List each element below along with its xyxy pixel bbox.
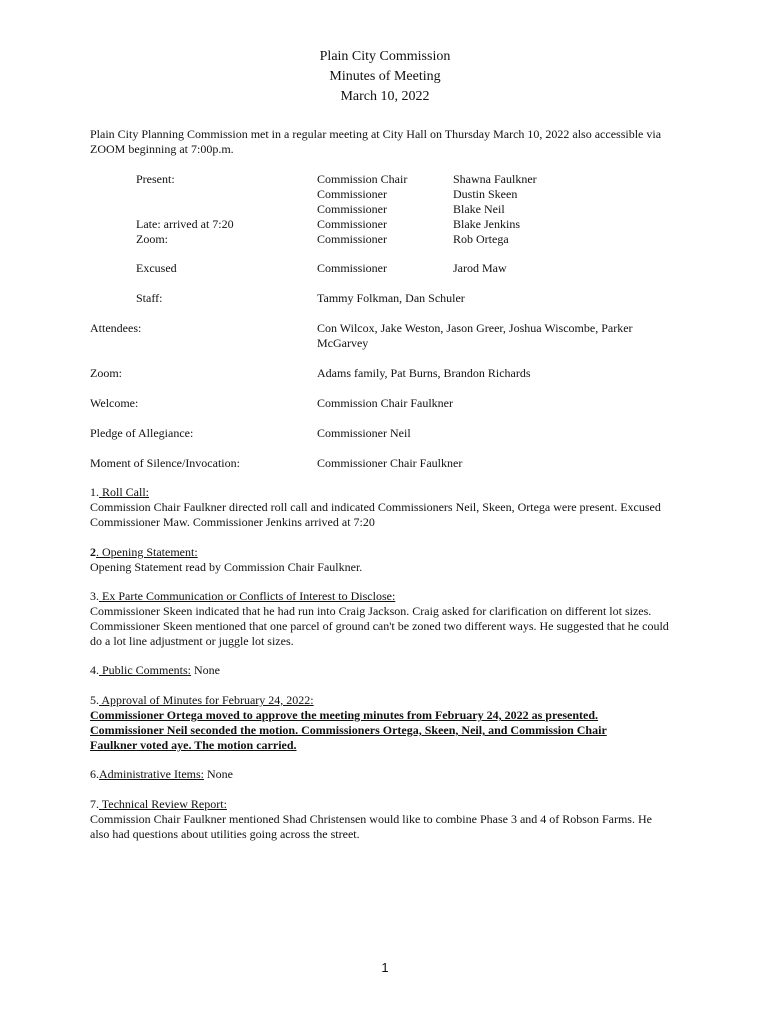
member-name: Blake Jenkins [453,217,520,231]
doc-date: March 10, 2022 [340,89,430,104]
excused-label: Excused [136,261,177,275]
member-name: Rob Ortega [453,232,509,246]
section-value: None [203,767,233,781]
section-number: 7. [90,797,99,811]
staff-value: Tammy Folkman, Dan Schuler [317,291,465,305]
section-number: 5. [90,693,99,707]
doc-subtitle: Minutes of Meeting [329,69,441,84]
attendees-value: Con Wilcox, Jake Weston, Jason Greer, Joshua Wiscombe, Parker [317,321,633,335]
section-heading [90,693,314,708]
section-body: Opening Statement read by Commission Chair Faulkner. [90,560,363,574]
section-title: Administrative Items: [99,767,204,781]
section-body: Commission Chair Faulkner directed roll call and indicated Commissioners Neil, Skeen, Ortega were present. Excused Commissioner Maw. Commissioner Jenkins arrived at 7:20 [90,500,661,529]
member-name: Blake Neil [453,202,505,216]
section-heading [90,589,395,604]
welcome-value: Commission Chair Faulkner [317,396,453,410]
section-title: . Opening Statement: [96,545,198,559]
excused-name: Jarod Maw [453,261,507,275]
section-number: 1. [90,485,99,499]
excused-role: Commissioner [317,261,388,275]
member-name: Shawna Faulkner [453,172,537,186]
staff-label: Staff: [136,291,163,305]
late-label: Late: arrived at 7:20 [136,217,234,231]
section-heading [90,485,149,500]
section-body: Commission Chair Faulkner mentioned Shad Christensen would like to combine Phase 3 and 4 of Robson Farms. He also had questions about utilities going across the street. [90,812,652,841]
motion-text: Commissioner Ortega moved to approve the meeting minutes from February 24, 2022 as presented. Commissioner Neil seconded the motion. Commissioners Ortega, Skeen, Neil, and Commission Chair Faulkner voted aye. The motion carried. [90,708,607,752]
pledge-value: Commissioner Neil [317,426,411,440]
section-title: Technical Review Report: [99,797,227,811]
moment-value: Commissioner Chair Faulkner [317,456,463,470]
welcome-label: Welcome: [90,396,139,410]
section-title: Approval of Minutes for February 24, 2022: [99,693,314,707]
section-number: 2 [90,545,96,559]
section-heading [90,767,233,782]
intro-paragraph: Plain City Planning Commission met in a regular meeting at City Hall on Thursday March 10, 2022 also accessible via ZOOM beginning at 7:00p.m. [90,127,662,156]
section-number: 6. [90,767,99,781]
member-role: Commission Chair [317,172,408,186]
section-value: None [191,663,221,677]
member-role: Commissioner [317,202,388,216]
section-heading [90,545,198,560]
attendees-value-cont: McGarvey [317,336,369,350]
present-label: Present: [136,172,175,186]
member-role: Commissioner [317,187,388,201]
doc-title: Plain City Commission [319,49,451,64]
member-role: Commissioner [317,232,388,246]
zoom-roster-label: Zoom: [136,232,168,246]
member-name: Dustin Skeen [453,187,518,201]
section-heading [90,797,227,812]
zoom-value: Adams family, Pat Burns, Brandon Richards [317,366,531,380]
section-body: Commissioner Skeen indicated that he had run into Craig Jackson. Craig asked for clarification on different lot sizes. Commissioner Skeen mentioned that one parcel of ground can't be zoned two different ways. He suggested that he could do a lot line adjustment or juggle lot sizes. [90,604,669,648]
section-title: Public Comments: [99,663,192,677]
section-number: 3. [90,589,99,603]
member-role: Commissioner [317,217,388,231]
section-title: Ex Parte Communication or Conflicts of Interest to Disclose: [99,589,396,603]
section-title: Roll Call: [99,485,150,499]
moment-label: Moment of Silence/Invocation: [90,456,240,470]
pledge-label: Pledge of Allegiance: [90,426,194,440]
attendees-label: Attendees: [90,321,142,335]
section-number: 4. [90,663,99,677]
page-number: 1 [381,960,389,975]
zoom-label: Zoom: [90,366,122,380]
section-heading [90,663,220,678]
